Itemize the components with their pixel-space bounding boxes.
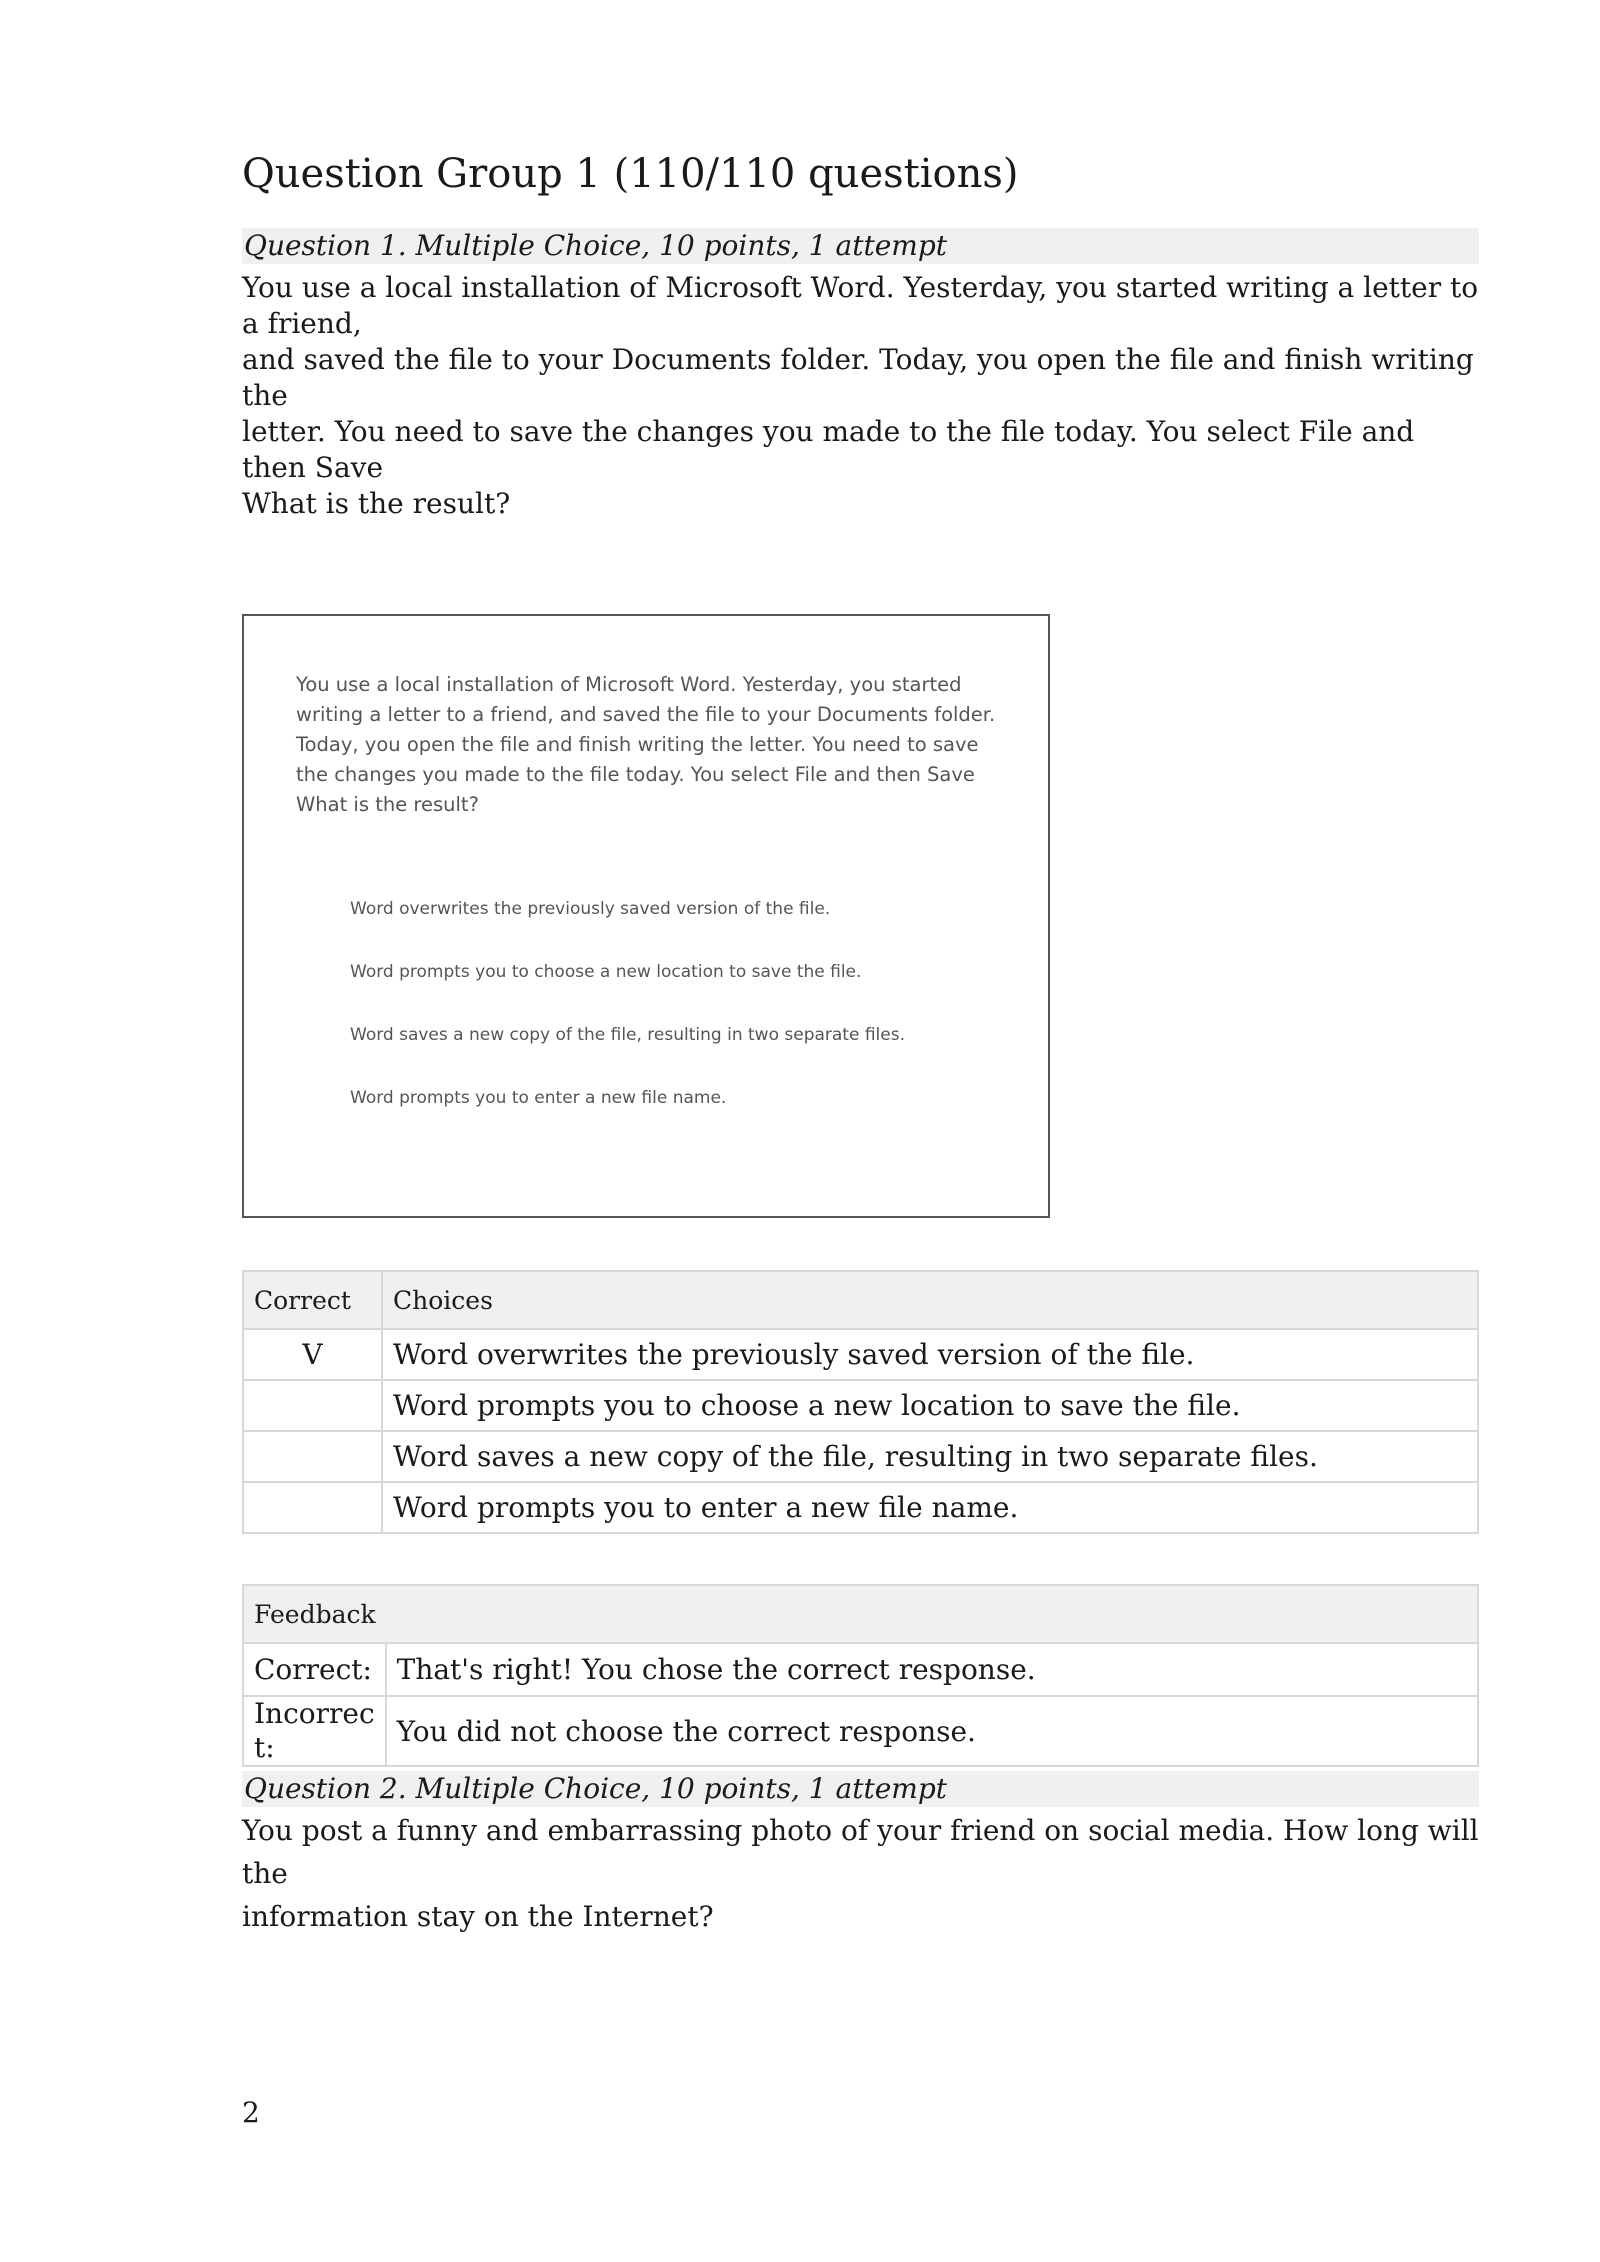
page-number: 2 [242, 2096, 260, 2129]
screenshot-choice: Word overwrites the previously saved version of the file. [350, 899, 831, 919]
feedback-incorrect-label [243, 1696, 386, 1766]
screenshot-question-text [296, 670, 996, 820]
choices-column-header: Choices [382, 1271, 1478, 1329]
choice-row [243, 1431, 1478, 1482]
question-1-line: What is the result? [242, 487, 511, 520]
question-2-line: You post a funny and embarrassing photo of your friend on social media. How long will the [242, 1814, 1479, 1890]
feedback-incorrect-row [243, 1696, 1478, 1766]
feedback-table [242, 1584, 1479, 1767]
choice-text: Word overwrites the previously saved version of the file. [382, 1329, 1478, 1380]
choices-header-row [243, 1271, 1478, 1329]
question-screenshot-image [242, 614, 1050, 1218]
question-2-line: information stay on the Internet? [242, 1900, 714, 1933]
feedback-incorrect-label-line: t: [254, 1731, 275, 1764]
feedback-correct-text: That's right! You chose the correct response. [386, 1643, 1478, 1696]
correct-mark [243, 1482, 382, 1533]
screenshot-choices [350, 899, 905, 1151]
choice-row [243, 1380, 1478, 1431]
feedback-correct-row [243, 1643, 1478, 1696]
screenshot-choice: Word saves a new copy of the file, resulting in two separate files. [350, 1025, 905, 1045]
screenshot-question-line: writing a letter to a friend, and saved the file to your Documents folder. [296, 703, 996, 726]
question-1-line: and saved the file to your Documents folder. Today, you open the file and finish writing the [242, 343, 1474, 412]
feedback-incorrect-label-line: Incorrec [254, 1697, 375, 1730]
choice-row [243, 1482, 1478, 1533]
question-1-header: Question 1. Multiple Choice, 10 points, 1 attempt [242, 228, 1479, 264]
screenshot-question-line: the changes you made to the file today. You select File and then Save [296, 763, 975, 786]
question-2-header: Question 2. Multiple Choice, 10 points, 1 attempt [242, 1771, 1479, 1807]
screenshot-choice: Word prompts you to choose a new location to save the file. [350, 962, 862, 982]
choice-text: Word prompts you to choose a new location to save the file. [382, 1380, 1478, 1431]
feedback-header-row [243, 1585, 1478, 1643]
choice-text: Word prompts you to enter a new file name. [382, 1482, 1478, 1533]
group-title: Question Group 1 (110/110 questions) [242, 151, 1019, 197]
screenshot-choice: Word prompts you to enter a new file name. [350, 1088, 727, 1108]
correct-mark: V [243, 1329, 382, 1380]
screenshot-question-line: Today, you open the file and finish writing the letter. You need to save [296, 733, 979, 756]
feedback-header: Feedback [243, 1585, 1478, 1643]
correct-mark [243, 1431, 382, 1482]
choices-table [242, 1270, 1479, 1534]
screenshot-question-line: You use a local installation of Microsoft Word. Yesterday, you started [296, 673, 962, 696]
choice-text: Word saves a new copy of the file, resulting in two separate files. [382, 1431, 1478, 1482]
question-1-line: You use a local installation of Microsoft Word. Yesterday, you started writing a letter to a friend, [242, 271, 1479, 340]
question-1-line: letter. You need to save the changes you made to the file today. You select File and then Save [242, 415, 1415, 484]
correct-column-header: Correct [243, 1271, 382, 1329]
feedback-correct-label: Correct: [243, 1643, 386, 1696]
correct-mark [243, 1380, 382, 1431]
screenshot-question-line: What is the result? [296, 793, 479, 816]
document-page [242, 150, 1479, 1938]
question-2-body [242, 1809, 1479, 1938]
feedback-incorrect-text: You did not choose the correct response. [386, 1696, 1478, 1766]
choice-row [243, 1329, 1478, 1380]
question-1-body [242, 270, 1479, 522]
